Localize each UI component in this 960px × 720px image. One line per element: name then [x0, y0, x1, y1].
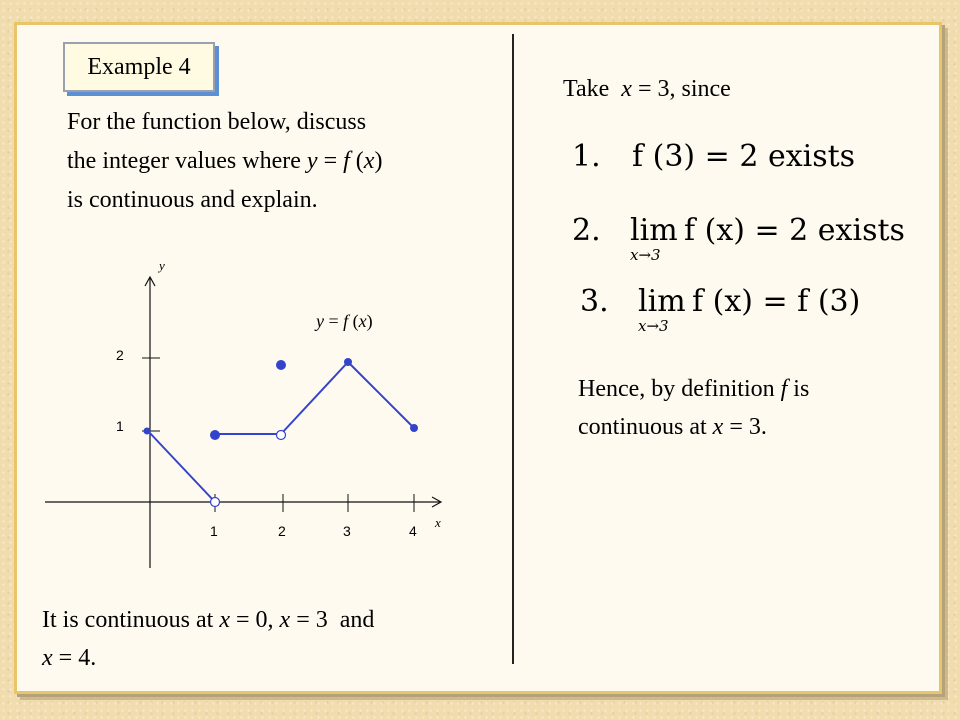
hence-text-1b: is	[787, 376, 810, 402]
step-2-lim: lim	[630, 213, 678, 248]
graph-segment-4	[348, 362, 414, 428]
step-3-lim-subscript: x→3	[638, 317, 669, 335]
function-label	[314, 311, 373, 332]
hence-var-f: f	[780, 376, 788, 402]
slide-title: Example 4	[87, 54, 191, 80]
closed-point-at-x1	[210, 430, 220, 440]
hence-line-1	[578, 373, 809, 406]
x-tick-label-4: 4	[409, 523, 417, 539]
x-tick-label-1: 1	[210, 523, 218, 539]
isolated-point-at-x2	[276, 360, 286, 370]
function-label-close: )	[366, 311, 373, 331]
conclusion-var-x1: x	[219, 607, 230, 633]
point-at-x0	[144, 428, 151, 435]
problem-line-2-text: the integer values where	[67, 148, 307, 174]
function-label-y: y	[316, 311, 324, 331]
step-2-lim-subscript: x→3	[630, 246, 661, 264]
take-line	[563, 73, 731, 106]
conclusion-line-2	[42, 642, 96, 675]
open-point-at-x1	[211, 498, 220, 507]
hence-text-2b: = 3.	[723, 414, 767, 440]
function-label-f: f	[343, 311, 349, 331]
var-x: x	[363, 148, 375, 174]
var-f: f	[343, 148, 350, 174]
point-at-x4	[410, 424, 418, 432]
hence-var-x: x	[712, 414, 724, 440]
conclusion-line-1	[42, 604, 374, 637]
step-3-number: 3.	[580, 284, 609, 319]
step-3-expression: f (x) = f (3)	[692, 284, 861, 319]
step-2-expression: f (x) = 2 exists	[684, 213, 905, 248]
function-label-x: x	[358, 311, 367, 331]
y-tick-label-1: 1	[116, 418, 124, 434]
paren-close: )	[374, 148, 383, 174]
problem-line-1-text: For the function below, discuss	[67, 109, 367, 135]
hence-text-1: Hence, by definition	[578, 376, 781, 402]
hence-text-2: continuous at	[578, 414, 713, 440]
conclusion-text-1c: = 3 and	[290, 607, 375, 633]
x-axis-label: x	[435, 515, 441, 530]
column-divider	[512, 34, 514, 664]
take-var-x: x	[621, 76, 632, 102]
conclusion-text-2: = 4.	[52, 645, 97, 671]
graph-segment-3	[281, 362, 348, 434]
hence-line-2	[578, 411, 767, 444]
graph-segment-1	[148, 431, 215, 502]
paren-open: (	[349, 148, 364, 174]
x-tick-label-3: 3	[343, 523, 351, 539]
step-2-number: 2.	[572, 213, 601, 248]
equals: =	[317, 148, 344, 174]
conclusion-text-1b: = 0,	[229, 607, 280, 633]
y-axis-label: y	[159, 258, 165, 273]
step-1-number: 1.	[572, 139, 601, 174]
conclusion-var-x3: x	[42, 645, 53, 671]
conclusion-text-1: It is continuous at	[42, 607, 220, 633]
step-1-expression: f (3) = 2 exists	[632, 139, 856, 174]
x-tick-label-2: 2	[278, 523, 286, 539]
var-y: y	[306, 148, 318, 174]
function-label-open: (	[348, 311, 359, 331]
take-rest: = 3, since	[631, 76, 731, 102]
conclusion-var-x2: x	[279, 607, 291, 633]
problem-line-3-text: is continuous and explain.	[67, 187, 318, 213]
y-tick-label-2: 2	[116, 347, 124, 363]
step-3-lim: lim	[638, 284, 686, 319]
function-label-eq: =	[324, 311, 344, 331]
take-text: Take	[563, 76, 622, 102]
open-point-at-x2	[277, 431, 286, 440]
point-at-x3	[344, 358, 352, 366]
